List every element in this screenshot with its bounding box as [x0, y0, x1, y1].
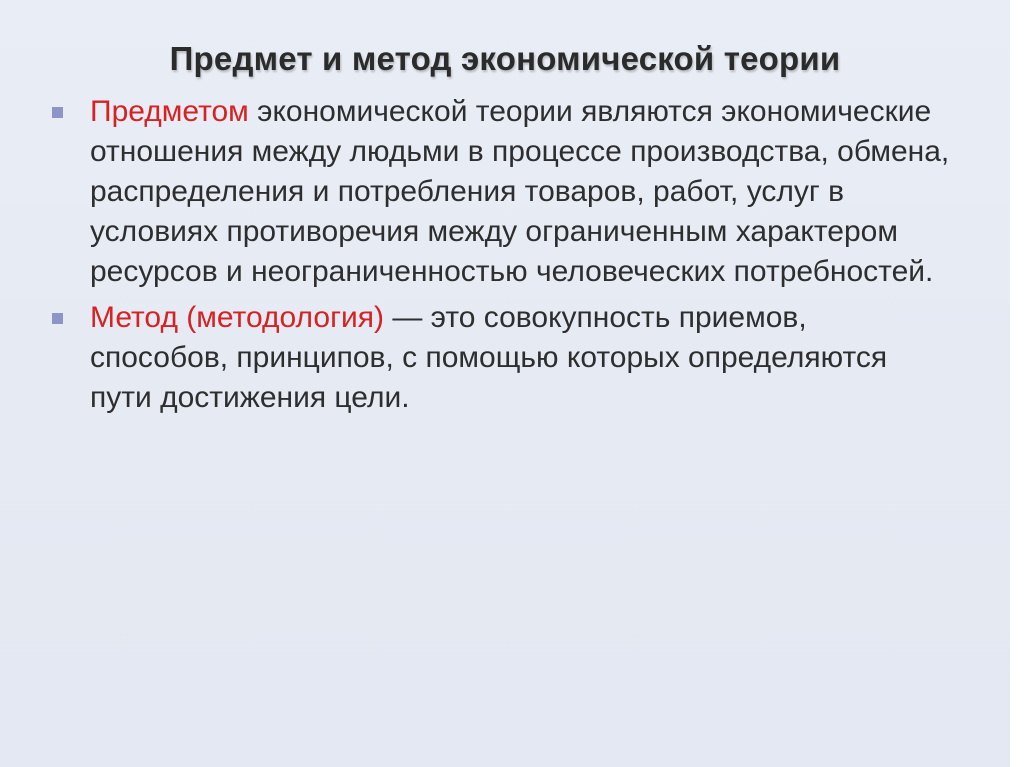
page-margin — [1010, 0, 1024, 767]
square-bullet-icon — [52, 313, 63, 324]
bullet-text-subject: экономической теории являются экономические отношения между людьми в процессе производства, обмена, распределения и потребления товаров, работ, услуг в условиях противоречия между ограниченным характером ресурсов и неограниченностью человеческих потребностей. — [90, 95, 950, 288]
bullet-text-method: — это совокупность приемов, способов, принципов, с помощью которых определяются пути достижения цели. — [90, 301, 888, 414]
bullet-item-method — [52, 298, 952, 418]
bullet-item-subject — [52, 92, 952, 292]
slide-title: Предмет и метод экономической теории — [169, 40, 841, 77]
square-bullet-icon — [52, 107, 63, 118]
bullet-term-method: Метод (методология) — [90, 301, 385, 334]
bullet-list — [52, 92, 952, 424]
bullet-term-subject: Предметом — [90, 95, 249, 128]
